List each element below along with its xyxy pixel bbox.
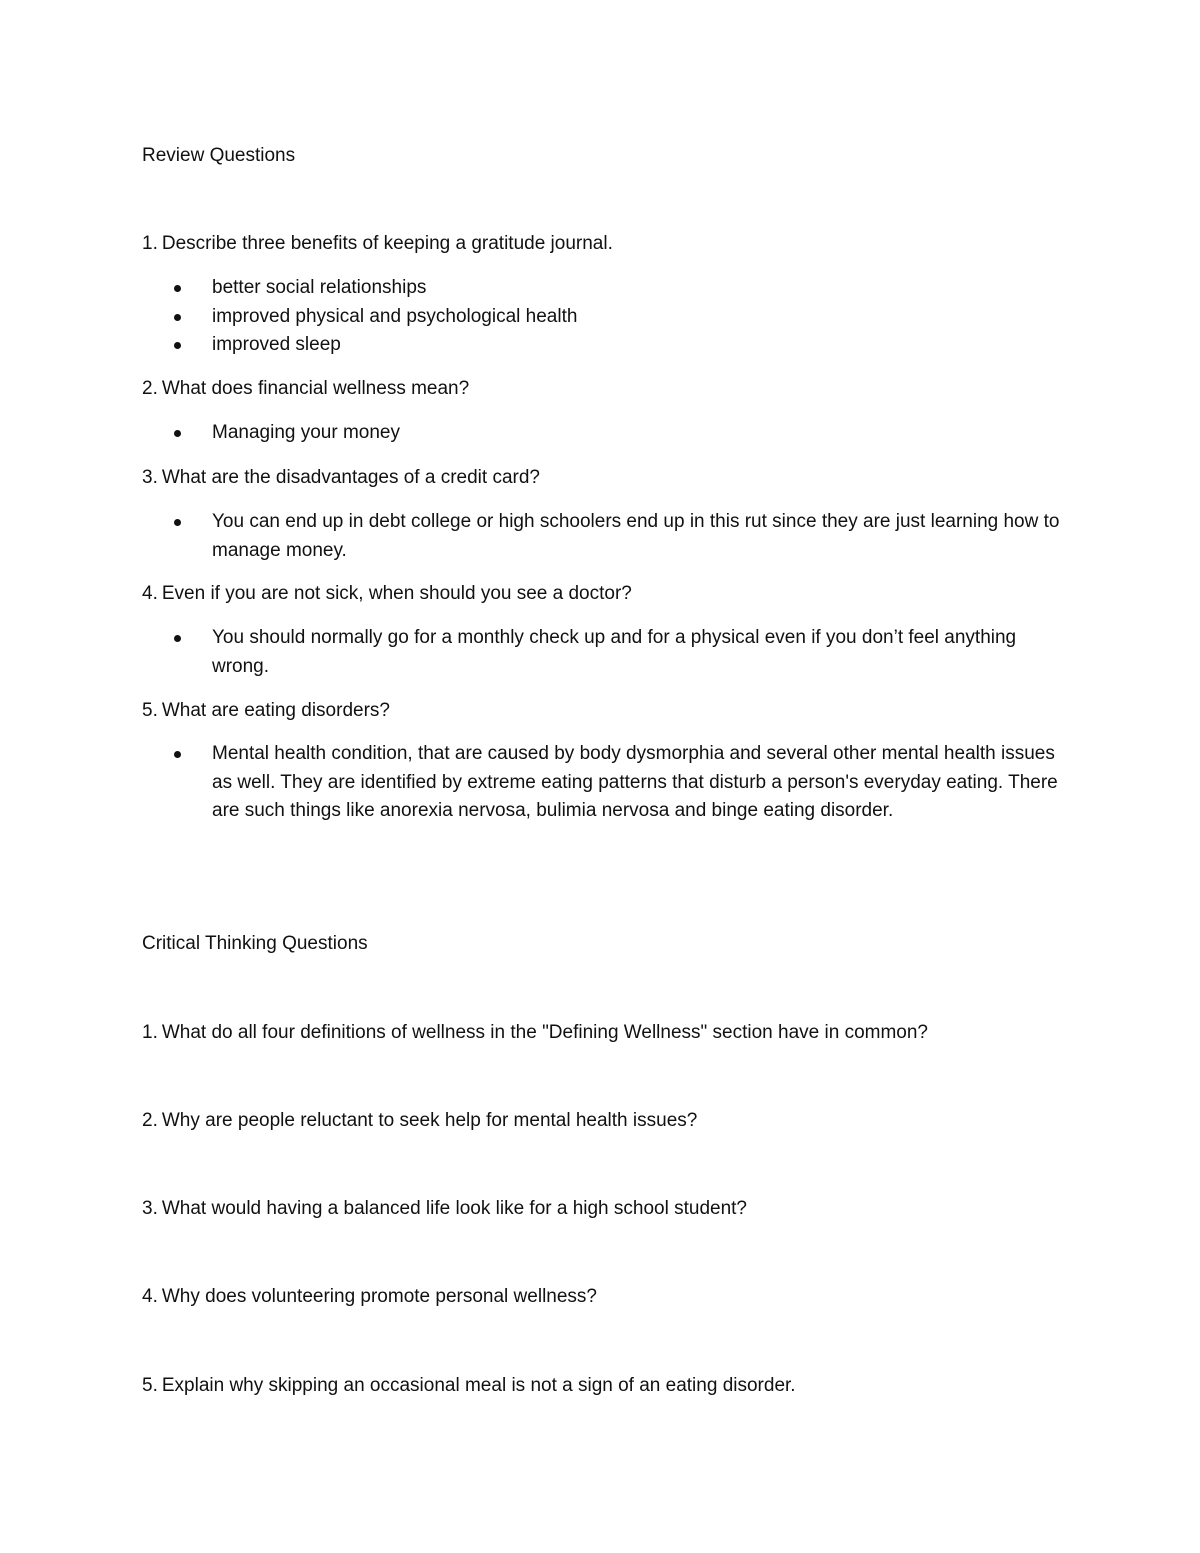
question-text: What do all four definitions of wellness in the "Defining Wellness" section have in common? bbox=[161, 1022, 929, 1043]
answer-text: You can end up in debt college or high schoolers end up in this rut since they are just learning how to manage money. bbox=[212, 511, 1060, 561]
bullet-icon bbox=[174, 751, 181, 758]
question-text: Why are people reluctant to seek help for mental health issues? bbox=[161, 1110, 698, 1131]
question-number: 3. bbox=[142, 467, 158, 488]
answer-text: improved sleep bbox=[212, 334, 341, 355]
question-number: 5. bbox=[142, 1375, 158, 1396]
bullet-icon bbox=[174, 342, 181, 349]
critical-question-1 bbox=[142, 1019, 928, 1047]
review-question-1 bbox=[142, 230, 613, 258]
review-question-3 bbox=[142, 464, 540, 492]
answer-item bbox=[142, 331, 1062, 360]
bullet-icon bbox=[174, 635, 181, 642]
answer-text: better social relationships bbox=[212, 277, 427, 298]
question-text: Explain why skipping an occasional meal is not a sign of an eating disorder. bbox=[161, 1375, 796, 1396]
review-question-2 bbox=[142, 375, 469, 403]
answer-item bbox=[142, 303, 1062, 332]
question-text: Why does volunteering promote personal wellness? bbox=[161, 1286, 597, 1307]
review-answers-4 bbox=[142, 624, 1062, 681]
question-text: What would having a balanced life look like for a high school student? bbox=[161, 1198, 747, 1219]
critical-thinking-heading: Critical Thinking Questions bbox=[142, 933, 368, 954]
question-text: Even if you are not sick, when should you see a doctor? bbox=[161, 583, 632, 604]
review-questions-heading: Review Questions bbox=[142, 145, 296, 166]
critical-question-2 bbox=[142, 1107, 697, 1135]
review-answers-3 bbox=[142, 508, 1062, 565]
answer-item bbox=[142, 740, 1062, 826]
bullet-icon bbox=[174, 430, 181, 437]
answer-item bbox=[142, 419, 1062, 448]
review-answers-5 bbox=[142, 740, 1062, 826]
question-number: 5. bbox=[142, 700, 158, 721]
critical-question-3 bbox=[142, 1195, 747, 1223]
critical-question-4 bbox=[142, 1283, 597, 1311]
review-answers-1 bbox=[142, 274, 1062, 360]
review-question-5 bbox=[142, 697, 390, 725]
question-text: What does financial wellness mean? bbox=[161, 378, 470, 399]
question-number: 4. bbox=[142, 583, 158, 604]
question-text: Describe three benefits of keeping a gratitude journal. bbox=[161, 233, 613, 254]
bullet-icon bbox=[174, 519, 181, 526]
review-answers-2 bbox=[142, 419, 1062, 448]
critical-question-5 bbox=[142, 1372, 796, 1400]
question-number: 3. bbox=[142, 1198, 158, 1219]
bullet-icon bbox=[174, 285, 181, 292]
question-number: 2. bbox=[142, 1110, 158, 1131]
bullet-icon bbox=[174, 314, 181, 321]
question-number: 2. bbox=[142, 378, 158, 399]
answer-item bbox=[142, 274, 1062, 303]
answer-text: Managing your money bbox=[212, 422, 400, 443]
review-question-4 bbox=[142, 580, 632, 608]
question-number: 4. bbox=[142, 1286, 158, 1307]
answer-item bbox=[142, 508, 1062, 565]
question-number: 1. bbox=[142, 1022, 158, 1043]
answer-text: Mental health condition, that are caused by body dysmorphia and several other mental health issues as well. They are identified by extreme eating patterns that disturb a person's everyday eating. There are such things like anorexia nervosa, bulimia nervosa and binge eating disorder. bbox=[212, 743, 1058, 821]
answer-item bbox=[142, 624, 1062, 681]
answer-text: improved physical and psychological health bbox=[212, 305, 578, 327]
question-text: What are eating disorders? bbox=[161, 700, 390, 721]
question-text: What are the disadvantages of a credit card? bbox=[161, 467, 540, 488]
answer-text: You should normally go for a monthly check up and for a physical even if you don’t feel anything wrong. bbox=[212, 627, 1017, 677]
question-number: 1. bbox=[142, 233, 158, 254]
